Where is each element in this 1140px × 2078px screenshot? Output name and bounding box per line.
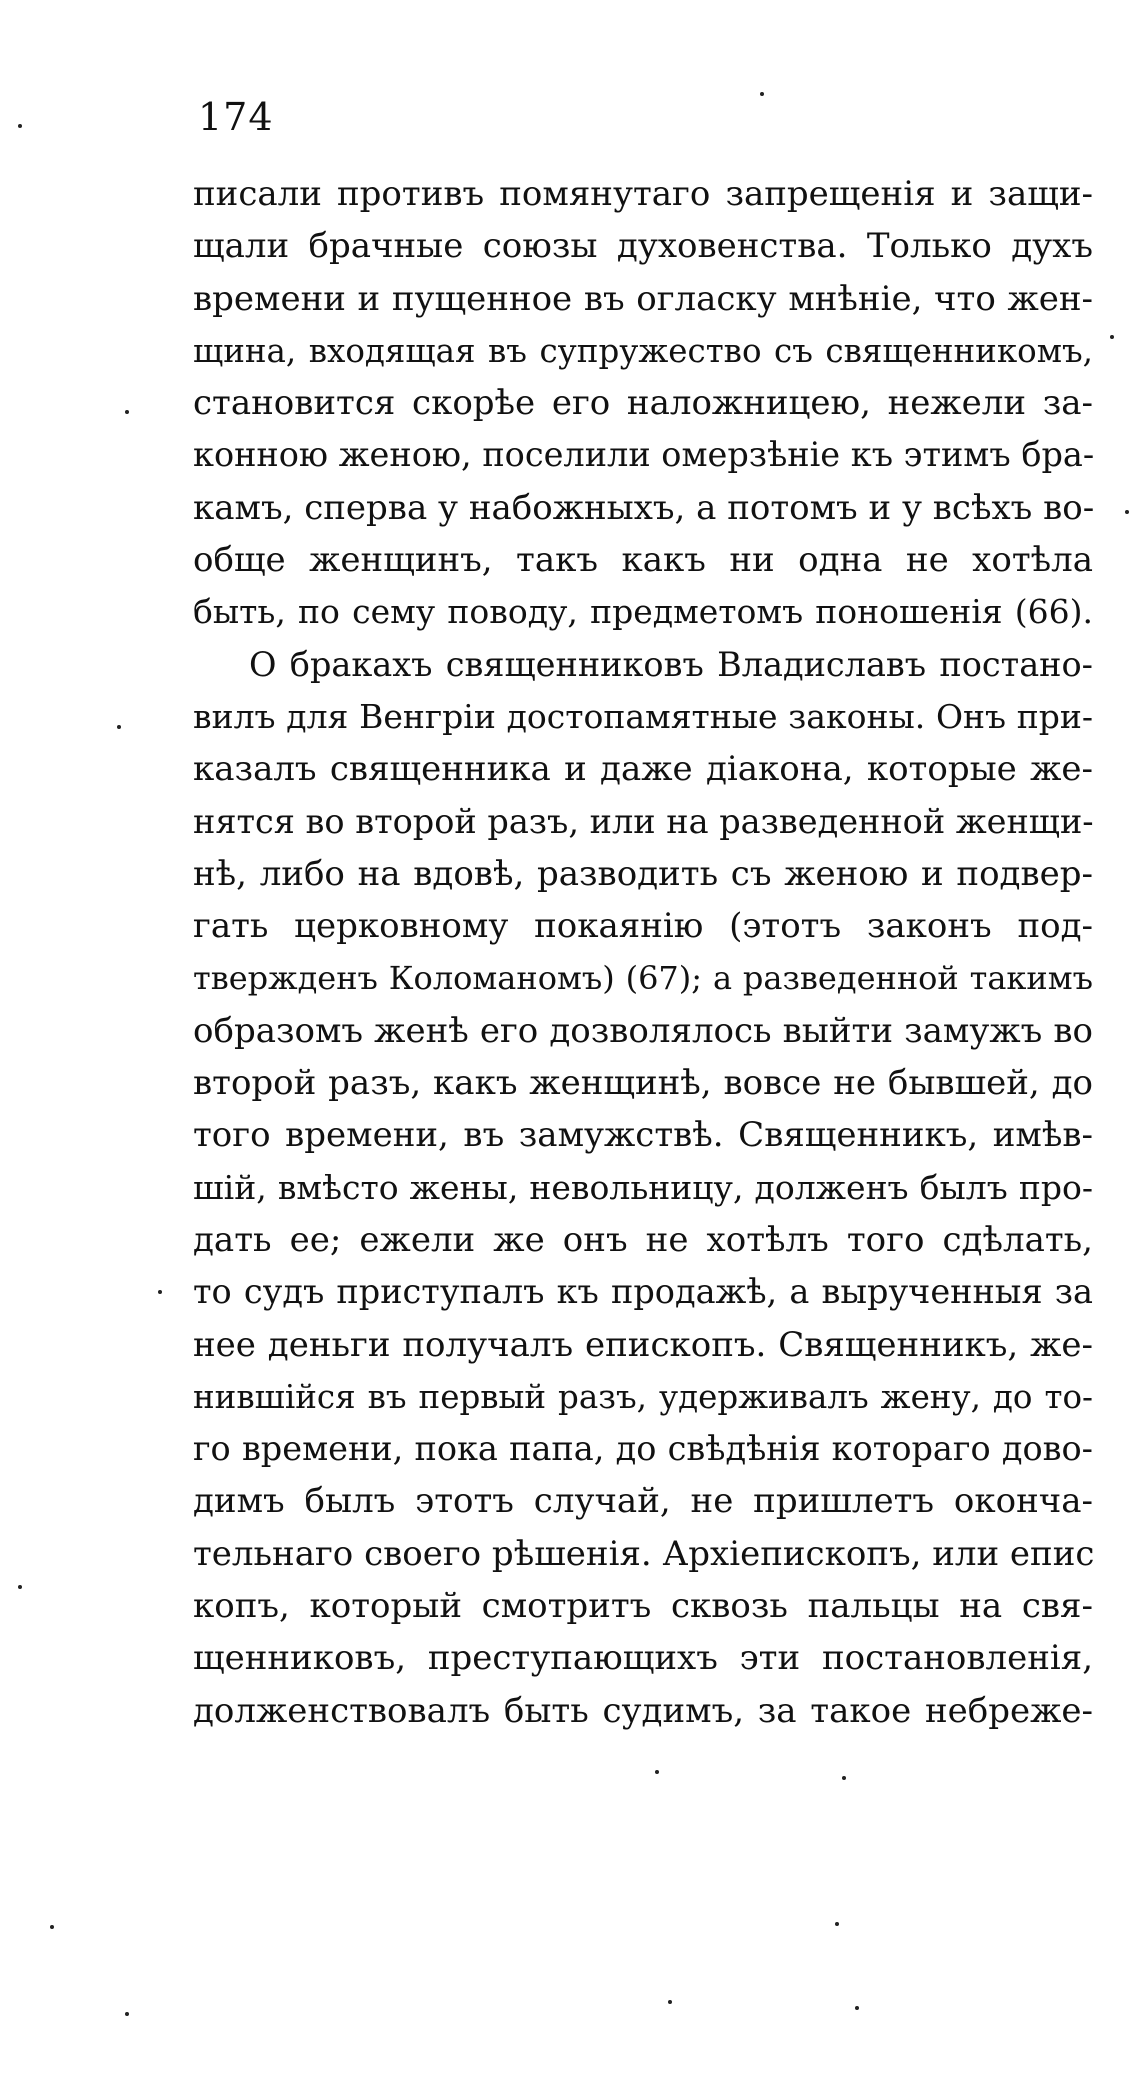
text-line: то судъ приступалъ къ продажѣ, а вырученныя за bbox=[193, 1272, 1093, 1312]
text-line: долженствовалъ быть судимъ, за такое небреже- bbox=[193, 1690, 1093, 1731]
text-line: го времени, пока папа, до свѣдѣнія котораго дово- bbox=[193, 1429, 1093, 1469]
text-line: времени и пущенное въ огласку мнѣніе, что жен- bbox=[193, 278, 1093, 319]
text-line: копъ, который смотритъ сквозь пальцы на свя- bbox=[193, 1586, 1093, 1627]
text-line: обще женщинъ, такъ какъ ни одна не хотѣла bbox=[193, 540, 1093, 581]
page-number: 174 bbox=[198, 95, 274, 139]
text-line: твержденъ Коломаномъ) (67); а разведенной такимъ bbox=[193, 959, 1093, 998]
body-text bbox=[193, 168, 1093, 1737]
text-line: казалъ священника и даже діакона, которые же- bbox=[193, 749, 1093, 790]
text-line: образомъ женѣ его дозволялось выйти замужъ во bbox=[193, 1010, 1093, 1051]
scan-speck bbox=[50, 1925, 54, 1929]
scan-speck bbox=[1110, 335, 1114, 339]
scan-speck bbox=[158, 1290, 162, 1294]
scan-speck bbox=[125, 410, 129, 414]
scan-speck bbox=[655, 1770, 659, 1774]
scan-speck bbox=[760, 92, 764, 96]
text-line: димъ былъ этотъ случай, не пришлетъ оконча- bbox=[193, 1481, 1093, 1522]
scan-speck bbox=[125, 2012, 129, 2016]
scan-speck bbox=[668, 2000, 672, 2004]
text-line: нившійся въ первый разъ, удерживалъ жену, до то- bbox=[193, 1377, 1093, 1416]
scan-speck bbox=[18, 124, 22, 128]
text-line: щали брачные союзы духовенства. Только духъ bbox=[193, 226, 1093, 267]
text-line: щенниковъ, преступающихъ эти постановленія, bbox=[193, 1638, 1093, 1679]
scan-speck bbox=[855, 2006, 859, 2010]
text-line: щина, входящая въ супружество съ священникомъ, bbox=[193, 331, 1093, 370]
text-line: нѣ, либо на вдовѣ, разводить съ женою и подвер- bbox=[193, 853, 1093, 894]
text-line: гать церковному покаянію (этотъ законъ под- bbox=[193, 906, 1093, 947]
text-line: дать ее; ежели же онъ не хотѣлъ того сдѣлать, bbox=[193, 1219, 1093, 1260]
text-line: нятся во второй разъ, или на разведенной женщи- bbox=[193, 801, 1094, 841]
text-line: конною женою, поселили омерзѣніе къ этимъ бра- bbox=[193, 435, 1095, 475]
text-line: вилъ для Венгріи достопамятные законы. Онъ при- bbox=[193, 696, 1093, 736]
text-line: тельнаго своего рѣшенія. Архіепископъ, или епис bbox=[193, 1533, 1095, 1574]
scan-speck bbox=[1125, 510, 1129, 514]
paragraph-start-line: О бракахъ священниковъ Владиславъ постано- bbox=[249, 644, 1093, 684]
text-line: становится скорѣе его наложницею, нежели за- bbox=[193, 383, 1093, 424]
text-line: быть, по сему поводу, предметомъ поношенія (66). bbox=[193, 592, 1093, 632]
text-line: второй разъ, какъ женщинѣ, вовсе не бывшей, до bbox=[193, 1063, 1093, 1104]
scan-speck bbox=[835, 1922, 839, 1926]
text-line: камъ, сперва у набожныхъ, а потомъ и у всѣхъ во- bbox=[193, 487, 1095, 528]
scan-speck bbox=[117, 725, 121, 729]
text-line: писали противъ помянутаго запрещенія и защи- bbox=[193, 174, 1093, 214]
text-line: нее деньги получалъ епископъ. Священникъ, же- bbox=[193, 1324, 1093, 1365]
scan-speck bbox=[18, 1585, 22, 1589]
text-line: шій, вмѣсто жены, невольницу, долженъ былъ про- bbox=[193, 1167, 1093, 1207]
text-line: того времени, въ замужствѣ. Священникъ, имѣв- bbox=[193, 1115, 1093, 1156]
scan-speck bbox=[842, 1776, 846, 1780]
